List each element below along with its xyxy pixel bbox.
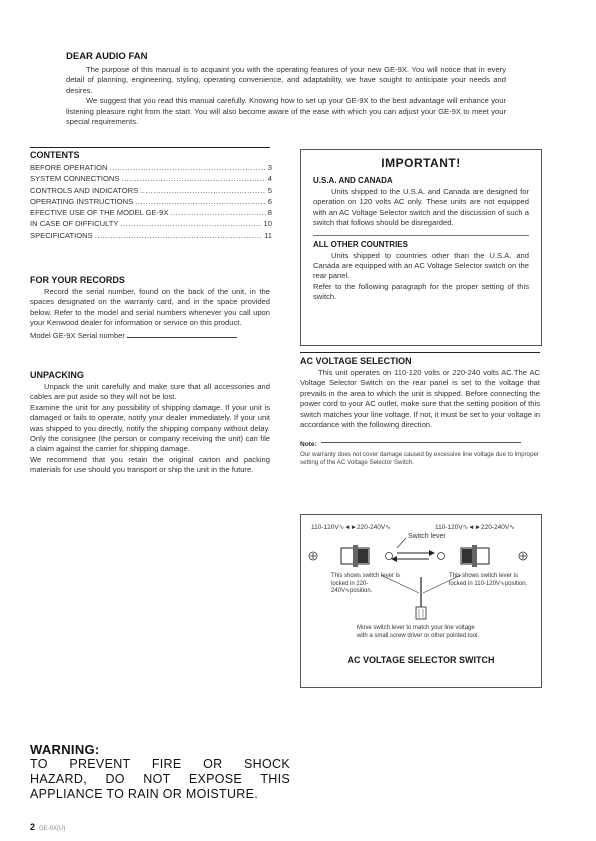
serial-number-line [127, 330, 237, 338]
left-switch-icon [341, 545, 369, 567]
intro-paragraph-2: We suggest that you read this manual carefully. Knowing how to set up your GE-9X to the best advantage will enhance your listening pleasure right from the start. You will also become aware of the ease with which you can adjust your GE-9X to meet your special requirements. [66, 96, 506, 127]
contents-item-leader [110, 162, 266, 173]
contents-item [30, 230, 272, 241]
note-rule [321, 442, 521, 443]
contents-item [30, 207, 272, 218]
contents-item-title: OPERATING INSTRUCTIONS [30, 196, 134, 206]
contents-item [30, 173, 272, 184]
contents-item-leader [135, 196, 266, 207]
figure-title: AC VOLTAGE SELECTOR SWITCH [347, 655, 495, 665]
contents-item-title: CONTROLS AND INDICATORS [30, 185, 139, 195]
other-countries-refer-text: Refer to the following paragraph for the proper setting of this switch. [313, 281, 529, 302]
contents-item-title: BEFORE OPERATION [30, 163, 108, 172]
double-arrow-icon [391, 550, 435, 562]
warning-section [30, 742, 290, 802]
contents-item-leader [95, 230, 262, 241]
other-countries-heading: ALL OTHER COUNTRIES [313, 239, 408, 249]
note-text: Our warranty does not cover damage caused by excessive line voltage due to improper setting of the AC Voltage Selector Switch. [300, 451, 540, 467]
usa-canada-heading: U.S.A. AND CANADA [313, 176, 393, 185]
other-countries-text: Units shipped to countries other than the U.S.A. and Canada are equipped with an AC Voltage Selector switch on the rear panel. [313, 250, 529, 281]
intro-section [66, 51, 506, 127]
contents-item [30, 162, 272, 173]
right-screw-icon [519, 552, 527, 560]
contents-item-title: SPECIFICATIONS [30, 230, 93, 240]
records-text: Record the serial number, found on the back of the unit, in the spaces designated on the warranty card, and in the space provided below. Refer to the model and serial numbers whenever you call upon your Kenwood dealer for information or service on this product. [30, 287, 270, 328]
warning-line-2: HAZARD, DO NOT EXPOSE THIS [30, 772, 290, 786]
contents-item-title: EFECTIVE USE OF THE MODEL GE-9X [30, 208, 169, 218]
contents-item [30, 196, 272, 207]
usa-canada-text: Units shipped to the U.S.A. and Canada are designed for operation on 120 volts AC only. These units are not equipped with an AC Voltage Selector switch and the discussion of such a switch that follows should be disregarded. [313, 187, 529, 228]
contents-item-page: 5 [267, 185, 272, 195]
screwdriver-icon [416, 577, 426, 619]
footer-model: GE-9X(U) [39, 826, 66, 832]
contents-section [30, 148, 272, 241]
important-heading: IMPORTANT! [381, 156, 461, 170]
warning-line-3: APPLIANCE TO RAIN OR MOISTURE. [30, 787, 259, 801]
contents-item-page: 8 [267, 208, 272, 218]
contents-heading: CONTENTS [30, 150, 80, 160]
right-switch-icon [461, 545, 489, 567]
switch-lever-label: Switch lever [408, 533, 446, 540]
ac-voltage-section [300, 352, 540, 467]
contents-list [30, 162, 272, 241]
unpacking-section [30, 370, 270, 476]
intro-paragraph-1: The purpose of this manual is to acquaint you with the operating features of your new GE-9X. You will notice that in every detail of planning, engineering, styling, operating convenience, and adaptability, we have sought to anticipate your needs and desires. [66, 65, 506, 95]
records-heading: FOR YOUR RECORDS [30, 275, 125, 285]
contents-item-page: 6 [267, 196, 272, 206]
contents-item-leader [140, 185, 266, 196]
warning-heading: WARNING: [30, 742, 100, 757]
left-voltage-label: 110-120V∿◄►220-240V∿ [311, 524, 391, 531]
ac-voltage-selector-figure [300, 514, 542, 688]
left-screw-icon [309, 552, 317, 560]
unpacking-heading: UNPACKING [30, 370, 84, 380]
contents-item [30, 218, 272, 229]
contents-item-page: 3 [267, 163, 272, 172]
page-number: 2 [30, 822, 36, 832]
unpacking-paragraph-3: We recommend that you retain the original carton and packing materials for use should you transport or ship the unit in the future. [30, 454, 270, 475]
ac-voltage-heading: AC VOLTAGE SELECTION [300, 352, 540, 366]
contents-item [30, 185, 272, 196]
warning-line-1: TO PREVENT FIRE OR SHOCK [30, 757, 290, 771]
important-divider [313, 235, 529, 236]
note-label: Note: [300, 441, 317, 449]
contents-item-title: SYSTEM CONNECTIONS [30, 174, 120, 184]
unpacking-paragraph-1: Unpack the unit carefully and make sure that all accessories and cables are put aside so they will not be lost. [30, 382, 270, 402]
contents-item-title: IN CASE OF DIFFICULTY [30, 219, 119, 229]
serial-label: Model GE-9X Serial number [30, 330, 125, 340]
intro-heading: DEAR AUDIO FAN [66, 51, 148, 62]
ac-voltage-text: This unit operates on 110-120 volts or 220-240 volts AC.The AC Voltage Selector Switch on the rear panel is set to the voltage that prevails in the area to which the unit is shipped. Before connecting the power cord to your AC outlet, make sure that the setting position of this switch matches your line voltage. If not, it must be set to your voltage in accordance with the following direction. [300, 368, 540, 430]
important-box [300, 149, 542, 346]
middle-screw-icon [386, 553, 393, 560]
contents-item-leader [170, 207, 265, 218]
contents-item-page: 10 [263, 219, 272, 229]
right-switch-caption: This shows switch lever is locked in 110-120V∿position. [449, 573, 528, 587]
records-section [30, 275, 270, 341]
right-voltage-label: 110-120V∿◄►220-240V∿ [435, 524, 515, 531]
page-footer [30, 822, 65, 832]
contents-item-leader [120, 218, 261, 229]
contents-item-page: 11 [264, 230, 272, 240]
middle-right-screw-icon [438, 553, 445, 560]
contents-item-page: 4 [267, 174, 272, 184]
contents-item-leader [121, 173, 265, 184]
bottom-caption: Move switch lever to match your line voltage with a small screw driver or other pointed tool. [357, 625, 480, 639]
left-switch-caption: This shows switch lever is locked in 220-240V∿position. [331, 573, 401, 594]
unpacking-paragraph-2: Examine the unit for any possibility of shipping damage. If your unit is damaged or fails to operate, notify your dealer immediately. If your unit was shipped to you directly, notify the shipping company without delay. Only the consignee (the person or company receiving the unit) can file a claim against the carrier for shipping damage. [30, 402, 270, 454]
